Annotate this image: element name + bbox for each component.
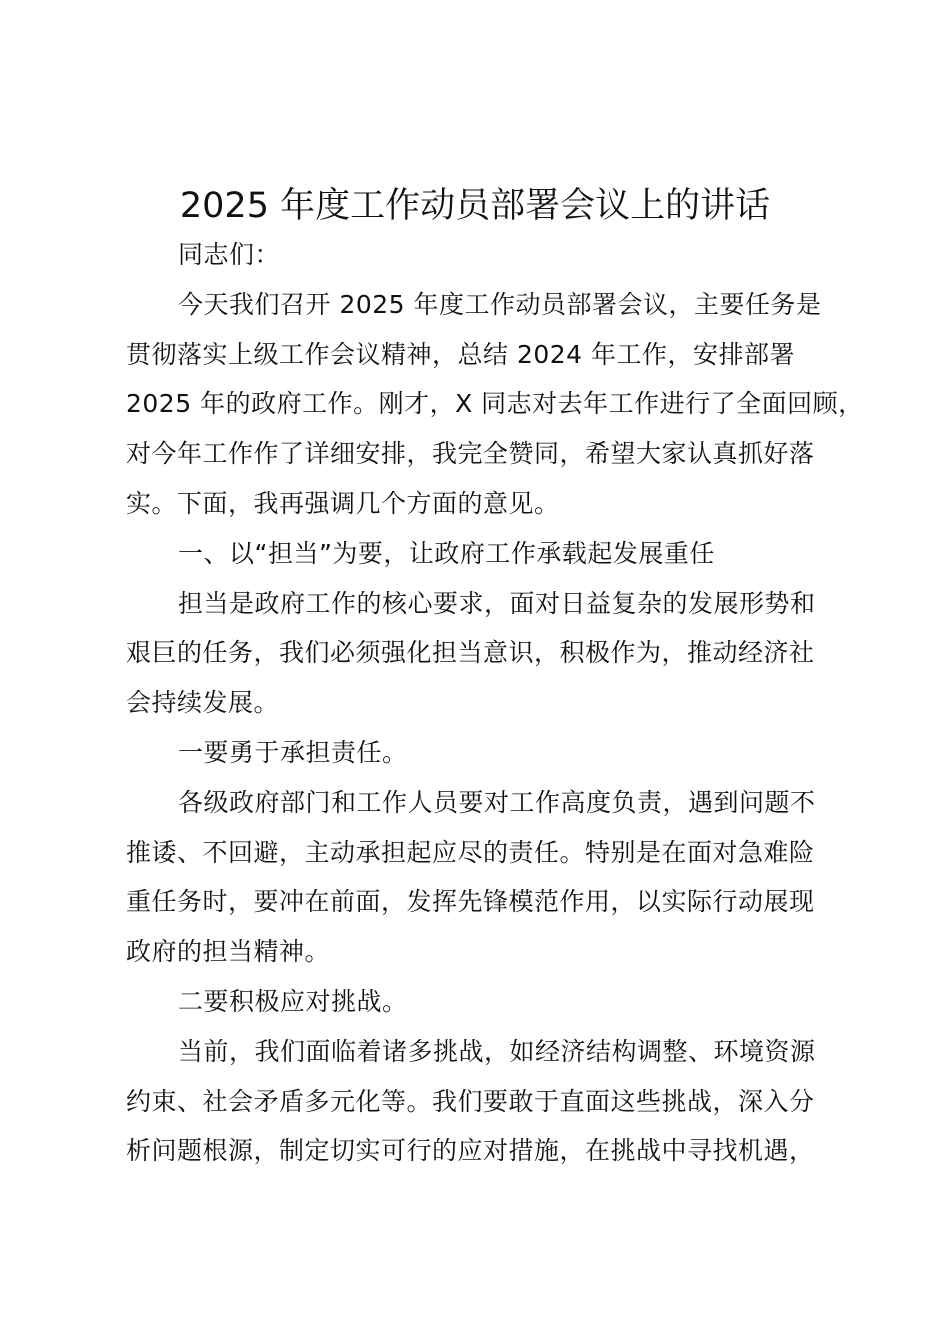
text-line: 会持续发展。 [126, 688, 280, 718]
text-line: 当前，我们面临着诸多挑战，如经济结构调整、环境资源 [178, 1036, 816, 1066]
paragraph-salutation [126, 230, 842, 280]
paragraph-point-2-heading [126, 977, 842, 1027]
text-line: 艰巨的任务，我们必须强化担当意识，积极作为，推动经济社 [126, 638, 815, 668]
document-body [126, 230, 864, 1176]
text-line: 二要积极应对挑战。 [178, 986, 408, 1016]
paragraph-section-1-intro [126, 579, 842, 728]
text-line: 析问题根源，制定切实可行的应对措施，在挑战中寻找机遇， [126, 1136, 815, 1166]
text-line: 同志们： [178, 240, 281, 269]
paragraph-point-1-heading [126, 728, 842, 778]
text-line: 各级政府部门和工作人员要对工作高度负责，遇到问题不 [178, 787, 816, 817]
paragraph-point-2-body [126, 1027, 842, 1176]
paragraph-section-1-heading [126, 529, 842, 579]
paragraph-intro [126, 280, 864, 529]
text-line: 政府的担当精神。 [126, 937, 331, 967]
text-line: 重任务时，要冲在前面，发挥先锋模范作用，以实际行动展现 [126, 887, 815, 917]
text-line: 实。下面，我再强调几个方面的意见。 [126, 488, 560, 518]
text-line: 约束、社会矛盾多元化等。我们要敢于直面这些挑战，深入分 [126, 1086, 815, 1116]
text-line: 一、以“担当”为要，让政府工作承载起发展重任 [178, 538, 715, 568]
text-line: 一要勇于承担责任。 [178, 737, 408, 767]
text-line: 2025 年的政府工作。刚才，X 同志对去年工作进行了全面回顾， [126, 389, 864, 419]
text-line: 担当是政府工作的核心要求，面对日益复杂的发展形势和 [178, 588, 816, 618]
text-line: 推诿、不回避，主动承担起应尽的责任。特别是在面对急难险 [126, 837, 815, 867]
text-line: 对今年工作作了详细安排，我完全赞同，希望大家认真抓好落 [126, 439, 815, 469]
text-line: 贯彻落实上级工作会议精神，总结 2024 年工作，安排部署 [126, 339, 796, 369]
text-line: 今天我们召开 2025 年度工作动员部署会议，主要任务是 [178, 289, 822, 319]
paragraph-point-1-body [126, 778, 842, 977]
document-title: 2025 年度工作动员部署会议上的讲话 [179, 186, 771, 226]
